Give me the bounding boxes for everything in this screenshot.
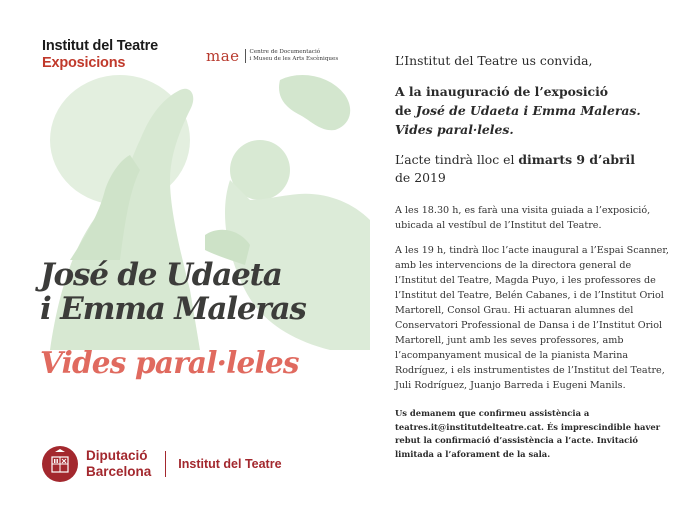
mae-caption-line1: Centre de Documentació [249, 49, 321, 55]
exhibition-title-line2: i Emma Maleras [40, 291, 306, 327]
footer-logos [42, 446, 282, 482]
invitation-text [395, 52, 670, 461]
inauguration-de: de [395, 103, 416, 118]
mae-divider [245, 49, 246, 63]
inauguration-heading [395, 82, 670, 139]
footer-divider [165, 451, 166, 477]
invite-intro: L’Institut del Teatre us convida, [395, 53, 593, 68]
diputacio-line2: Barcelona [86, 464, 152, 479]
event-date [395, 151, 670, 187]
footer-institut: Institut del Teatre [178, 457, 282, 471]
date-year: de 2019 [395, 170, 446, 185]
brand-name: Institut del Teatre [42, 38, 158, 54]
exhibition-title-line1: José de Udaeta [40, 257, 282, 293]
diputacio-line1: Diputació [86, 448, 148, 463]
rsvp-text: Us demanem que confirmeu assistència a teatres.it@institutdelteatre.cat. És imprescindible haver rebut la confirmació d’assistència a l’acte. Invitació limitada a l’aforament de la sala. [395, 408, 661, 459]
exhibition-subtitle: Vides paral·leles [40, 345, 299, 380]
date-bold: dimarts 9 d’abril [518, 152, 635, 167]
institut-brand [42, 38, 158, 72]
date-prefix: L’acte tindrà lloc el [395, 152, 519, 167]
inauguration-subtitle: Vides paral·leles. [395, 122, 514, 137]
mae-logo: mae [206, 47, 240, 65]
brand-section: Exposicions [42, 55, 126, 71]
diputacio-name [86, 448, 151, 480]
inauguration-title: José de Udaeta i Emma Maleras. [415, 103, 641, 118]
diputacio-seal-icon [42, 446, 78, 482]
inauguration-line1: A la inauguració de l’exposició [395, 84, 609, 99]
mae-logo-block [206, 47, 338, 65]
mae-caption [250, 49, 339, 63]
guided-visit-text: A les 18.30 h, es farà una visita guiada a l’exposició, ubicada al vestíbul de l’Institut del Teatre. [395, 205, 651, 231]
mae-caption-line2: i Museu de les Arts Escèniques [249, 56, 339, 62]
act-description: A les 19 h, tindrà lloc l’acte inaugural a l’Espai Scanner, amb les intervencions de la directora general de l’Institut del Teatre, Magda Puyo, i les professores de l’Institut del Teatre, Belén Cabanes, i de l’Institut Oriol Martorell, Consol Grau. Hi actuaran alumnes del Conservatori Professional de Dansa i de l’Institut Oriol Martorell, junt amb les seves professores, amb l’acompanyament musical de la pianista Marina Rodríguez, i els instrumentistes de l’Institut del Teatre, Juli Rodríguez, Juanjo Barreda i Eugeni Manils. [395, 245, 669, 391]
exhibition-title [40, 258, 306, 326]
